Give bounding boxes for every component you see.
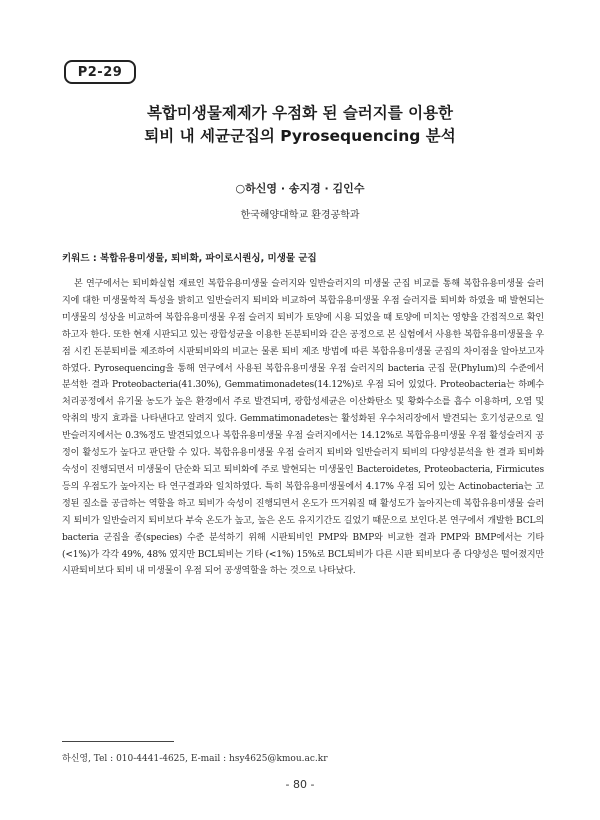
footnote-divider [62, 741, 174, 742]
session-badge: P2-29 [64, 60, 136, 84]
page-number: - 80 - [285, 778, 315, 791]
abstract-body: 본 연구에서는 퇴비화실험 재료인 복합유용미생물 슬러지와 일반슬러지의 미생물 군집 비교를 통해 복합유용미생물 슬러지에 대한 미생물학적 특성을 밝히고 일반슬러지 퇴비와 비교하여 복합유용미생물 우점 슬러지를 퇴비화 하였을 때 발현되는 미생물의 성상을 비교하여 복합유용미생물 우점 슬러지 퇴비가 토양에 시용 되었을 때 토양에 미치는 영향을 간접적으로 확인하고자 한다. 또한 현재 시판되고 있는 광합성균을 이용한 돈분퇴비와 같은 공정으로 본 실험에서 사용한 복합유용미생물을 우점 시킨 돈분퇴비를 제조하여 시판퇴비와의 비교는 물론 퇴비 제조 방법에 따른 복합유용미생물 군집의 차이점을 알아보고자 하였다. Pyrosequencing을 통해 연구에서 사용된 복합유용미생물 우점 슬러지의 bacteria 군집 문(Phylum)의 수준에서 분석한 결과 Proteobacteria(41.30%), Gemmatimonadetes(14.12%)로 우점 되어 있었다. Proteobacteria는 하폐수 처리공정에서 유기물 농도가 높은 환경에서 주로 발견되며, 광합성세균은 이산화탄소 및 황화수소를 흡수 이용하며, 오염 및 악취의 방지 효과를 나타낸다고 알려지 있다. Gemmatimonadetes는 활성화된 우수처리장에서 발견되는 호기성균으로 일반슬러지에서는 0.3%정도 발견되었으나 복합유용미생물 우점 슬러지에서는 14.12%로 복합유용미생물 우점 활성슬러지 공정이 활성도가 높다고 판단할 수 있다. 복합유용미생물 우점 슬러지 퇴비와 일반슬러지 퇴비의 다양성분석을 한 결과 퇴비화 숙성이 진행되면서 미생물이 단순화 되고 퇴비화에 주로 발현되는 미생물인 Bacteroidetes, Proteobacteria, Firmicutes등의 우점도가 높아지는 타 연구결과와 일치하였다. 특히 복합유용미생물에서 4.17% 우점 되어 있는 Actinobacteria는 고정된 질소를 공급하는 역할을 하고 퇴비가 숙성이 진행되면서 온도가 뜨거워질 때 활성도가 높아지는데 복합유용미생물 슬러지 퇴비가 일반슬러지 퇴비보다 부숙 온도가 높고, 높은 온도 유지기간도 길었기 때문으로 보인다.본 연구에서 개발한 BCL의 bacteria 군집을 종(species) 수준 분석하기 위해 시판퇴비인 PMP와 BMP와 비교한 결과 PMP와 BMP에서는 기타 (<1%)가 각각 49%, 48% 였지만 BCL퇴비는 기타 (<1%) 15%로 BCL퇴비가 다른 시판 퇴비보다 종 다양성은 떨어졌지만 시판퇴비보다 퇴비 내 미생물이 우점 되어 공생역할을 하는 것으로 나타났다. [62, 279, 544, 577]
footnote-contact: 하신영, Tel : 010-4441-4625, E-mail : hsy4625@kmou.ac.kr [62, 754, 328, 764]
paper-title-line-2: 퇴비 내 세균군집의 Pyrosequencing 분석 [144, 127, 456, 145]
authors: ○하신영 · 송지경 · 김인수 [235, 182, 365, 195]
paper-title-line-1: 복합미생물제제가 우점화 된 슬러지를 이용한 [146, 104, 454, 122]
keywords: 키워드 : 복합유용미생물, 퇴비화, 파이로시퀀싱, 미생물 군집 [62, 253, 317, 264]
affiliation: 한국해양대학교 환경공학과 [240, 210, 360, 221]
